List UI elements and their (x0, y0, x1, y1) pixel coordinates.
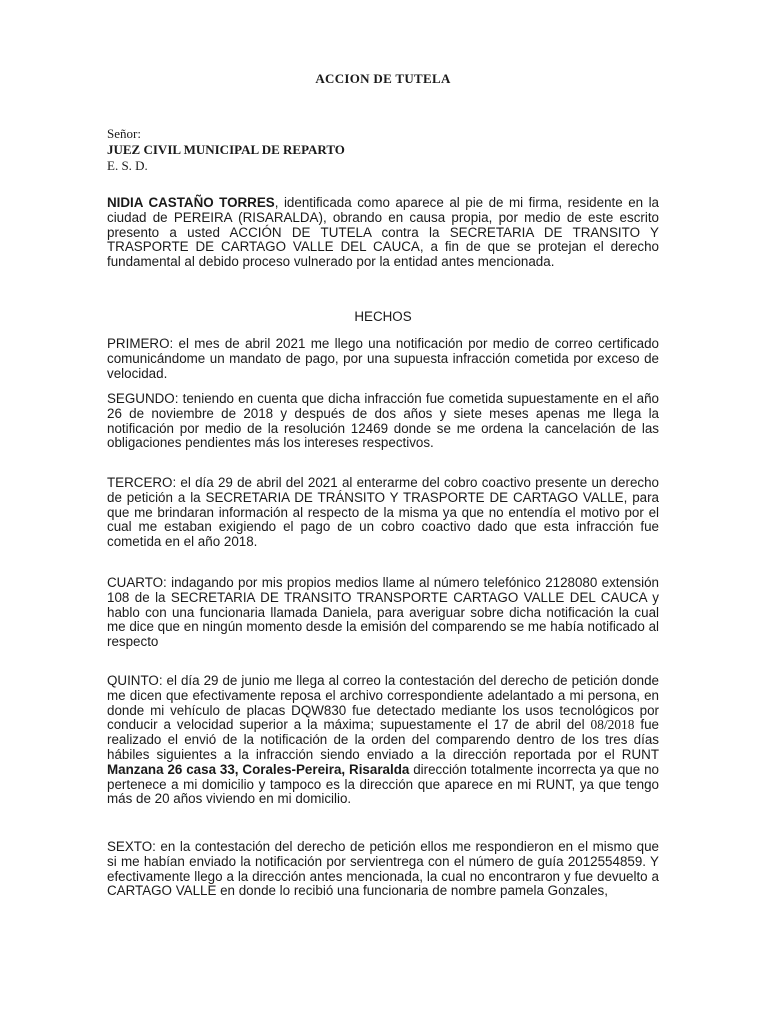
quinto-date: 08/2018 (590, 717, 635, 733)
intro-text: , identificada como aparece al pie de mi firma, residente en la ciudad de PEREIRA (RISARALDA), obrando en causa propia, por medio de este escrito presento a usted ACCIÓN DE TUTELA contra la SECRETARIA DE TRANSITO Y TRASPORTE DE CARTAGO VALLE DEL CAUCA, a fin de que se protejan el derecho fundamental al debido proceso vulnerado por la entidad antes mencionada. (107, 195, 660, 270)
plaintiff-name: NIDIA CASTAÑO TORRES (107, 195, 275, 210)
hecho-segundo: SEGUNDO: teniendo en cuenta que dicha infracción fue cometida supuestamente en el año 26 de noviembre de 2018 y después de dos años y siete meses apenas me llega la notificación por medio de la resolución 12469 donde se me ordena la cancelación de las obligaciones pendientes más los intereses respectivos. (107, 391, 659, 451)
hecho-sexto: SEXTO: en la contestación del derecho de petición ellos me respondieron en el mismo que si me habían enviado la notificación por servientrega con el número de guía 2012554859. Y efectivamente llego a la dirección antes mencionada, la cual no encontraron y fue devuelto a CARTAGO VALLE en donde lo recibió una funcionaria de nombre pamela Gonzales, (107, 839, 659, 899)
address-block (107, 126, 345, 174)
quinto-text-a: QUINTO: el día 29 de junio me llega al correo la contestación del derecho de petición donde me dicen que efectivamente reposa el archivo correspondiente adelantado a mi persona, en donde mi vehículo de placas DQW830 fue detectado mediante los usos tecnológicos por conducir a velocidad superior a la máxima; supuestamente el 17 de abril del (107, 673, 659, 733)
quinto-text-b: fue realizado el envió de la notificación de la orden del comparendo dentro de los tres días hábiles siguientes a la infracción siendo enviado a la dirección reportada por el RUNT (107, 717, 659, 762)
document-title: ACCION DE TUTELA (315, 71, 451, 86)
hecho-primero: PRIMERO: el mes de abril 2021 me llego una notificación por medio de correo certificado comunicándome un mandato de pago, por una supuesta infracción cometida por exceso de velocidad. (107, 336, 659, 381)
recipient: JUEZ CIVIL MUNICIPAL DE REPARTO (107, 142, 345, 157)
salutation: Señor: (107, 126, 141, 141)
quinto-address: Manzana 26 casa 33, Corales-Pereira, Risaralda (107, 761, 410, 777)
hecho-tercero: TERCERO: el día 29 de abril del 2021 al enterarme del cobro coactivo presente un derecho de petición a la SECRETARIA DE TRÁNSITO Y TRASPORTE DE CARTAGO VALLE, para que me brindaran información al respecto de la misma ya que no entendía el motivo por el cual me estaban exigiendo el pago de un cobro coactivo dado que esta infracción fue cometida en el año 2018. (107, 475, 659, 550)
hecho-quinto (107, 674, 659, 807)
esd-line: E. S. D. (107, 158, 148, 173)
hechos-heading: HECHOS (354, 309, 412, 324)
hecho-cuarto: CUARTO: indagando por mis propios medios llame al número telefónico 2128080 extensión 108 de la SECRETARIA DE TRANSITO TRANSPORTE CARTAGO VALLE DEL CAUCA y hablo con una funcionaria llamada Daniela, para averiguar sobre dicha notificación la cual me dice que en ningún momento desde la emisión del comparendo se me había notificado al respecto (107, 575, 659, 650)
intro-paragraph (107, 196, 659, 270)
quinto-text-c: dirección totalmente incorrecta ya que no pertenece a mi domicilio y tampoco es la dirección que aparece en mi RUNT, ya que tengo más de 20 años viviendo en mi domicilio. (107, 761, 659, 807)
